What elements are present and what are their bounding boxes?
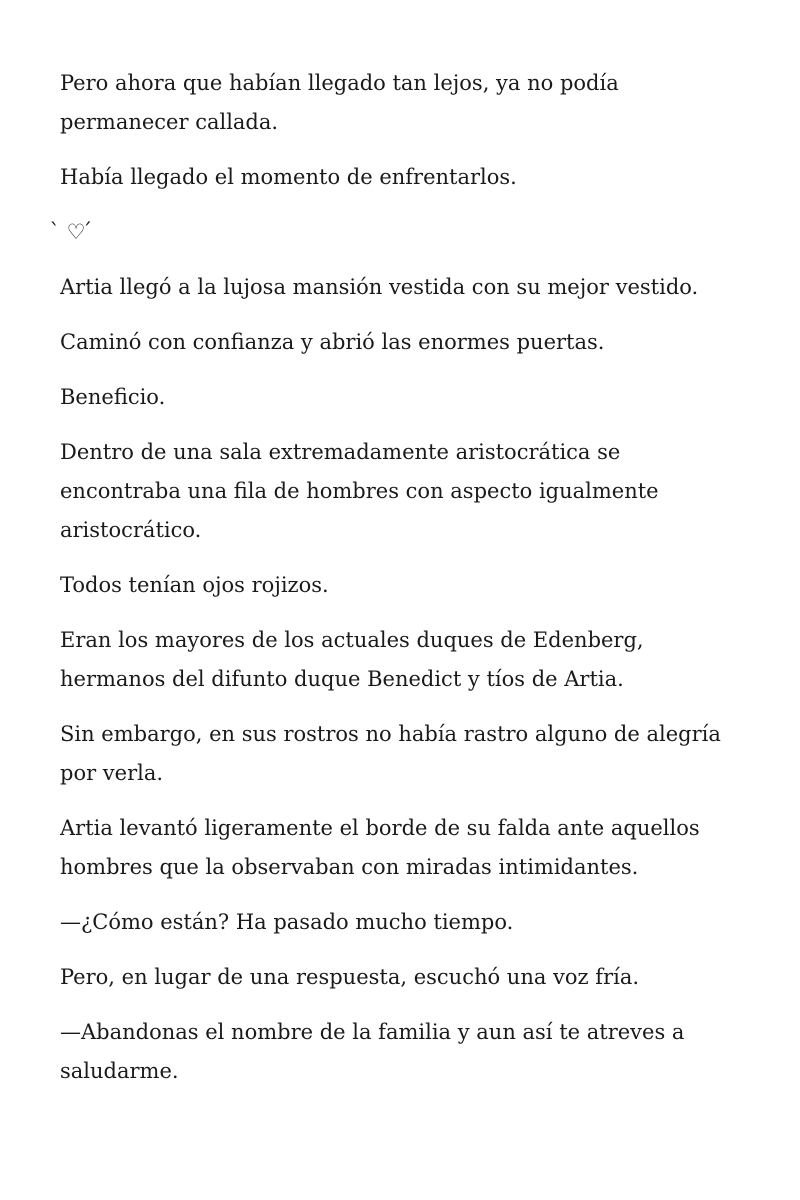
- paragraph: Dentro de una sala extremadamente aristocrática se encontraba una fila de hombres con aspecto igualmente aristocrático.: [60, 440, 659, 542]
- paragraph: Pero, en lugar de una respuesta, escuchó una voz fría.: [60, 965, 640, 989]
- paragraph: Eran los mayores de los actuales duques de Edenberg, hermanos del difunto duque Benedict y tíos de Artia.: [60, 628, 644, 691]
- paragraph: Todos tenían ojos rojizos.: [60, 573, 329, 597]
- dialogue-line: —¿Cómo están? Ha pasado mucho tiempo.: [60, 910, 514, 934]
- paragraph: Artia llegó a la lujosa mansión vestida con su mejor vestido.: [60, 275, 699, 299]
- paragraph: Caminó con confianza y abrió las enormes puertas.: [60, 330, 605, 354]
- paragraph: Pero ahora que habían llegado tan lejos, ya no podía permanecer callada.: [60, 71, 619, 134]
- dialogue-line: —Abandonas el nombre de la familia y aun así te atreves a saludarme.: [60, 1020, 685, 1083]
- paragraph: Artia levantó ligeramente el borde de su falda ante aquellos hombres que la observaban con miradas intimidantes.: [60, 816, 700, 879]
- paragraph: Había llegado el momento de enfrentarlos.: [60, 165, 517, 189]
- scene-break: ̀ ♡ ́: [60, 220, 93, 244]
- paragraph: Beneficio.: [60, 385, 166, 409]
- paragraph: Sin embargo, en sus rostros no había rastro alguno de alegría por verla.: [60, 722, 721, 785]
